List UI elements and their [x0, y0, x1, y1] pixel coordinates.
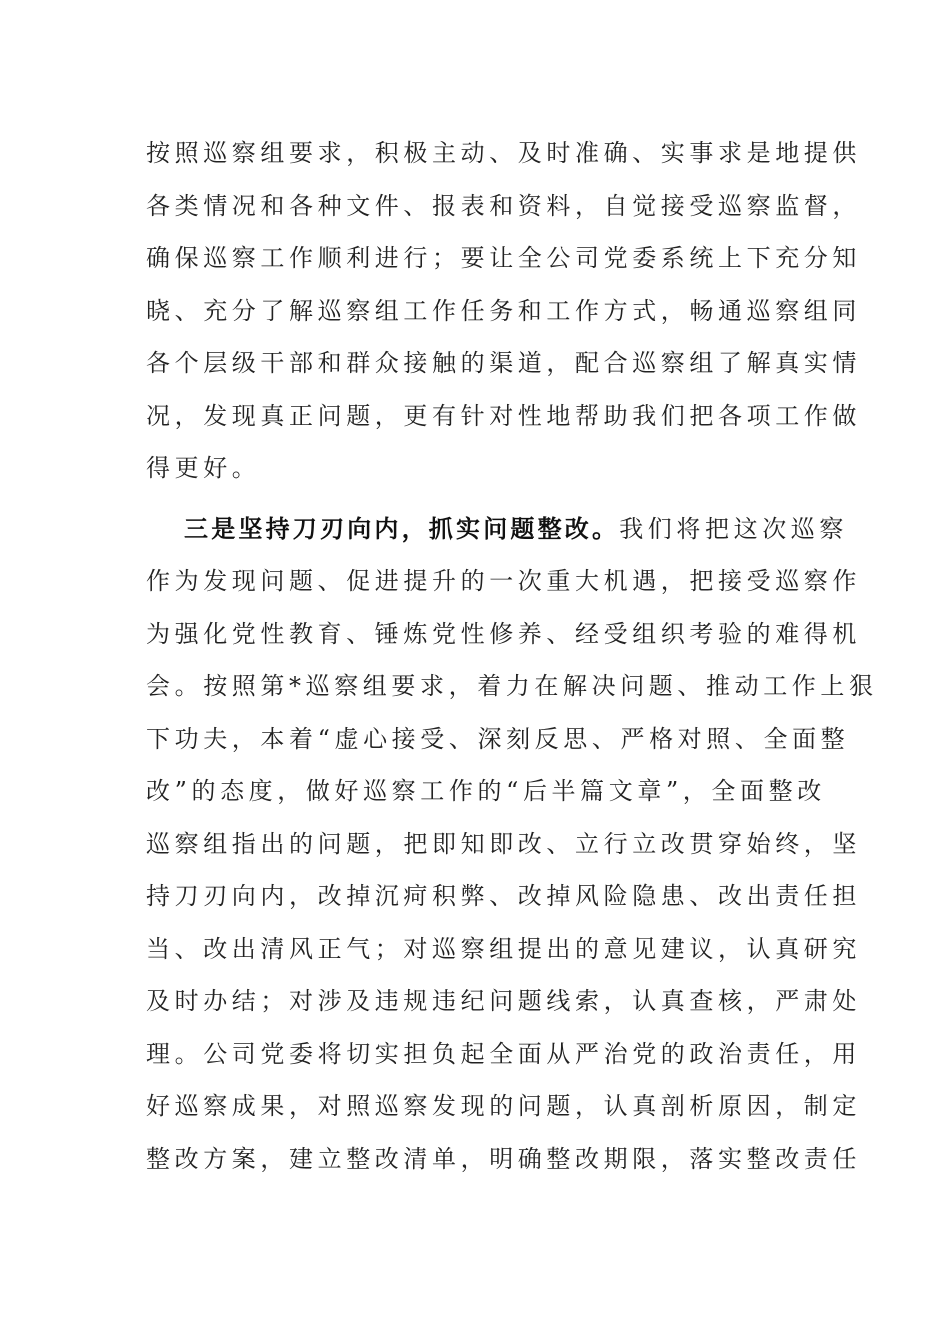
- text-line: 按照巡察组要求，积极主动、及时准确、实事求是地提供: [146, 139, 861, 167]
- first-line-text: 我们将把这次巡察: [619, 514, 849, 543]
- text-line: 得更好。: [146, 454, 261, 482]
- text-line: 下功夫，本着“虚心接受、深刻反思、严格对照、全面整: [146, 724, 850, 753]
- text-line: 及时办结；对涉及违规违纪问题线索，认真查核，严肃处: [146, 987, 861, 1015]
- paragraph-1: [146, 127, 861, 495]
- text-line: 各类情况和各种文件、报表和资料，自觉接受巡察监督，: [146, 191, 861, 220]
- section-heading: 三是坚持刀刃向内，抓实问题整改。: [184, 513, 620, 543]
- text-line: 晓、充分了解巡察组工作任务和工作方式，畅通巡察组同: [146, 296, 861, 325]
- paragraph-gap: [146, 495, 806, 503]
- paragraph-2: [146, 503, 878, 1186]
- text-line: 会。按照第*巡察组要求，着力在解决问题、推动工作上狠: [146, 672, 878, 700]
- document-body: [146, 127, 878, 1185]
- text-line: 确保巡察工作顺利进行；要让全公司党委系统上下充分知: [146, 244, 861, 272]
- text-line-first: [146, 503, 849, 556]
- text-line: 好巡察成果，对照巡察发现的问题，认真剖析原因，制定: [146, 1092, 861, 1120]
- text-line: 持刀刃向内，改掉沉疴积弊、改掉风险隐患、改出责任担: [146, 882, 861, 910]
- text-line: 当、改出清风正气；对巡察组提出的意见建议，认真研究: [146, 934, 861, 963]
- text-line: 理。公司党委将切实担负起全面从严治党的政治责任，用: [146, 1039, 861, 1068]
- text-line: 各个层级干部和群众接触的渠道，配合巡察组了解真实情: [146, 349, 861, 377]
- text-line: 改”的态度，做好巡察工作的“后半篇文章”，全面整改: [146, 777, 826, 805]
- text-line: 为强化党性教育、锤炼党性修养、经受组织考验的难得机: [146, 619, 861, 648]
- text-line: 整改方案，建立整改清单，明确整改期限，落实整改责任: [146, 1144, 861, 1173]
- text-line: 作为发现问题、促进提升的一次重大机遇，把接受巡察作: [146, 567, 861, 595]
- text-line: 巡察组指出的问题，把即知即改、立行立改贯穿始终，坚: [146, 829, 861, 858]
- text-line: 况，发现真正问题，更有针对性地帮助我们把各项工作做: [146, 401, 861, 430]
